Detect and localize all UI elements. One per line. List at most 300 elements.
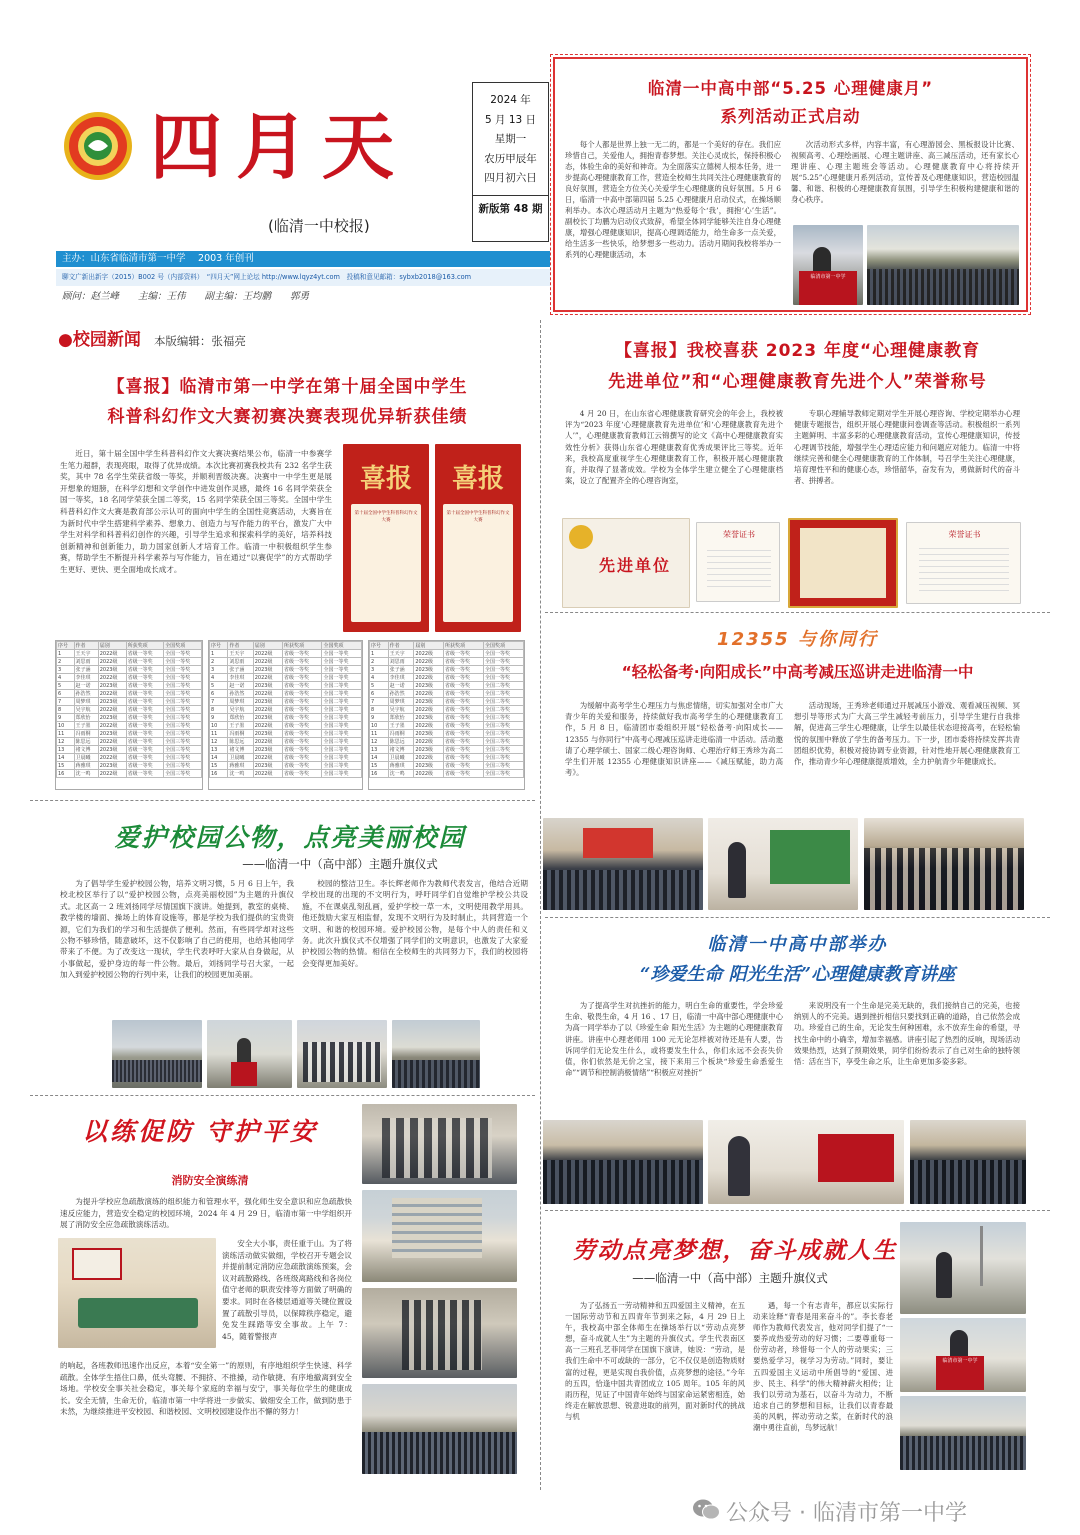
table-cell: 9 xyxy=(57,714,75,722)
table-cell: 省级一等奖 xyxy=(126,658,164,666)
divider xyxy=(545,612,1050,613)
table-row xyxy=(370,714,524,722)
table-cell: 赵一诺 xyxy=(228,682,253,690)
table-cell: 省级一等奖 xyxy=(443,714,483,722)
table-cell: 省级一等奖 xyxy=(126,650,164,658)
table-cell: 2022级 xyxy=(253,650,282,658)
table-cell: 全国三等奖 xyxy=(483,738,523,746)
fire-subtitle: 消防安全演练清 xyxy=(171,1174,249,1187)
podium: 临清市第一中学 xyxy=(799,271,857,305)
table-cell: 6 xyxy=(370,690,389,698)
poster-subtitle: 第十届全国中学生科普科幻作文大赛 xyxy=(446,511,510,523)
table-cell: 1 xyxy=(57,650,75,658)
table-cell: 孙浩然 xyxy=(388,690,414,698)
table-cell: 6 xyxy=(210,690,228,698)
table-row xyxy=(57,682,202,690)
table-cell: 王子墨 xyxy=(74,722,98,730)
protect-title: 爱护校园公物，点亮美丽校园 xyxy=(114,823,466,852)
table-header-cell: 序号 xyxy=(370,642,389,650)
poster-subtitle: 第十届全国中学生科普科幻作文大赛 xyxy=(354,511,418,523)
table-cell: 省级一等奖 xyxy=(282,682,322,690)
table-cell: 省级一等奖 xyxy=(126,746,164,754)
table-row xyxy=(370,722,524,730)
divider xyxy=(30,1095,535,1096)
table-cell: 8 xyxy=(57,706,75,714)
table-cell: 2022级 xyxy=(253,690,282,698)
auditorium-photo xyxy=(543,1120,703,1204)
certificate-2 xyxy=(788,518,898,608)
table-row xyxy=(57,762,202,770)
table-cell: 全国三等奖 xyxy=(164,762,202,770)
table-cell: 2023级 xyxy=(414,714,444,722)
table-cell: 全国二等奖 xyxy=(322,682,362,690)
fire-outro: 的响起，各班教师迅速作出反应，本着“安全第一”的原则，有序地组织学生快速、科学疏散。全体学生捂住口鼻，低头弯腰、不拥挤、不推搡，动作敏捷、有序地撤离到安全场地。学校安全事关社会稳定，事关每个家庭的幸福与安宁，事关每位学生的健康成长。安全无情，生命无价，临清市第一中学将进一步做实、做细安全工作，做到防患于未然，为继续推进平安校园、和谐校园、文明校园建设作出不懈的努力！ xyxy=(60,1361,352,1417)
table-header-cell: 所获奖项 xyxy=(443,642,483,650)
table-cell: 16 xyxy=(57,770,75,778)
ceremony-photo xyxy=(793,225,863,305)
table-row xyxy=(210,674,362,682)
date-line: 2024 年 xyxy=(490,94,531,106)
table-cell: 2022级 xyxy=(253,770,282,778)
table-cell: 省级一等奖 xyxy=(126,666,164,674)
table-cell: 14 xyxy=(370,754,389,762)
table-row xyxy=(210,706,362,714)
table-header-cell: 序号 xyxy=(57,642,75,650)
table-cell: 14 xyxy=(57,754,75,762)
table-cell: 全国三等奖 xyxy=(164,746,202,754)
table-cell: 省级一等奖 xyxy=(126,754,164,762)
table-cell: 全国三等奖 xyxy=(322,754,362,762)
table-cell: 2 xyxy=(370,658,389,666)
labor-col2: 遇，每一个有志青年，都应以实际行动来诠释“青春是用来奋斗的”。李长春老师作为教师代表发言，他对同学们提了“一要养成热爱劳动的好习惯；二要尊重每一份劳动者，珍惜每一个人的劳动果实；三要热爱学习，视学习为劳动。”同时，要让五四爱国主义运动中所倡导的“爱国、进步、民主、科学”的伟大精神薪火相传；让我们以劳动为基石，以奋斗为动力，不断追求自己的梦想和目标，让我们以青春最美的风帆，挥动劳动之桨，在新时代的浪潮中勇往直前，鸟梦远航！ xyxy=(753,1301,893,1433)
host-line: 主办：山东省临清市第一中学 2003 年创刊 xyxy=(56,251,550,267)
scifi-title: 【喜报】临清市第一中学在第十届全国中学生 xyxy=(107,377,468,397)
watermark-text: 公众号 · 临清市第一中学 xyxy=(726,1501,967,1526)
table-cell: 郑欣怡 xyxy=(388,714,414,722)
award-table-1 xyxy=(55,640,203,790)
table-cell: 2022级 xyxy=(98,658,126,666)
table-cell: 2023级 xyxy=(98,666,126,674)
table-cell: 卫晨曦 xyxy=(228,754,253,762)
license-line: 聊文广新出新字（2015）B002 号（内部资料） “四月天”网上论坛 http://www.lqyz4yt.com 投稿和意见邮箱：sybxb2018@163.com xyxy=(56,269,550,286)
labor-students-photo xyxy=(900,1396,1026,1470)
table-cell: 全国一等奖 xyxy=(164,666,202,674)
table-row xyxy=(370,762,524,770)
table-cell: 陈思远 xyxy=(388,738,414,746)
labor-ceremony-photo xyxy=(900,1222,1026,1314)
table-header-cell: 作者 xyxy=(388,642,414,650)
table-cell: 2 xyxy=(57,658,75,666)
table-cell: 2022级 xyxy=(414,722,444,730)
table-cell: 3 xyxy=(370,666,389,674)
table-row xyxy=(370,674,524,682)
table-cell: 8 xyxy=(370,706,389,714)
table-cell: 2022级 xyxy=(253,738,282,746)
table-cell: 全国二等奖 xyxy=(164,682,202,690)
date-line: 星期一 xyxy=(494,133,527,145)
table-cell: 赵一诺 xyxy=(74,682,98,690)
table-cell: 省级一等奖 xyxy=(282,730,322,738)
table-cell: 全国三等奖 xyxy=(322,730,362,738)
table-cell: 全国一等奖 xyxy=(164,658,202,666)
issue-number: 新版第 48 期 xyxy=(473,195,548,220)
table-row xyxy=(57,746,202,754)
table-cell: 李佳琪 xyxy=(228,674,253,682)
lecture-title: “珍爱生命 阳光生活”心理健康教育讲座 xyxy=(640,964,955,985)
table-cell: 刘思雨 xyxy=(74,658,98,666)
lecture-col1: 为了提高学生对抗挫折的能力，明白生命的重要性，学会珍爱生命、敬畏生命，4 月 16 、17 日，临清一中高中部心理健康中心为高一同学举办了以《珍爱生命 阳光生活》为主题的心理健康教育讲座。讲座中心理老师用 100 元无论怎样被对待还是有人要，告诉同学们无论发生什么，或将要发生什么，你们永远不会丧失价值，你们依然是无价之宝，接下来用三个板块“珍爱生命悉爱生命”“调节和控制消极情绪”“积极应对挫折” xyxy=(565,1001,783,1078)
table-cell: 褚文博 xyxy=(228,746,253,754)
table-header-row xyxy=(370,642,524,650)
table-cell: 省级一等奖 xyxy=(282,650,322,658)
table-row xyxy=(57,698,202,706)
table-row xyxy=(210,666,362,674)
table-row xyxy=(370,650,524,658)
table-cell: 全国三等奖 xyxy=(483,722,523,730)
table-cell: 11 xyxy=(210,730,228,738)
table-cell: 褚文博 xyxy=(388,746,414,754)
table-cell: 全国三等奖 xyxy=(164,770,202,778)
table-cell: 全国二等奖 xyxy=(164,690,202,698)
table-cell: 1 xyxy=(210,650,228,658)
table-cell: 2023级 xyxy=(253,698,282,706)
12355-col2: 活动现场，王秀珍老师通过开展减压小游戏、观看减压视频、冥想引导等形式为广大高三学生减轻考前压力，引导学生建行自我排解，促进高三学生心理健康，让学生以最佳状态迎接高考，在轻松愉悦的氛围中释放了学生的备考压力。下一步，团市委将持续发挥共青团组织优势，积极对接协调专业资源，针对性地开展心理健康教育工作，推动青少年心理健康提质增效，全力护航青少年健康成长。 xyxy=(794,701,1020,767)
table-row xyxy=(370,754,524,762)
table-cell: 2023级 xyxy=(414,746,444,754)
table-cell: 2023级 xyxy=(253,730,282,738)
table-cell: 全国三等奖 xyxy=(322,722,362,730)
certificate-text: 荣誉证书 xyxy=(723,530,755,539)
table-cell: 2022级 xyxy=(414,690,444,698)
fire-col-right: 安全大小事，责任重于山。为了将演练活动做实做细，学校召开专题会议并提前制定消防应急疏散演练预案，会议对疏散路线、各班级离路线和各岗位值守老师的职责安排等方面做了明确的要求。同时在各楼层通道等关键位置设置了疏散引导员，以保障秩序稳定，避免发生踩踏等安全事故。上午 7：45，随着警报声 xyxy=(222,1239,352,1341)
table-cell: 王天宇 xyxy=(388,650,414,658)
table-cell: 褚文博 xyxy=(74,746,98,754)
table-cell: 13 xyxy=(210,746,228,754)
award-title: 【喜报】我校喜获 2023 年度“心理健康教育 xyxy=(614,341,981,361)
table-cell: 13 xyxy=(57,746,75,754)
table-row xyxy=(57,738,202,746)
table-cell: 3 xyxy=(57,666,75,674)
lecturer-photo xyxy=(708,1120,904,1204)
scifi-text: 近日，第十届全国中学生科普科幻作文大赛决赛结果公布，临清一中参赛学生笔力超群，表现亮眼，取得了优异成绩。本次比赛初赛我校共有 232 名学生获奖，其中 78 名学生荣获省级一等奖，并顺利晋级决赛。决赛中一中学生更是展开想象的翅膀，在科学幻想和文学创作中进发创作灵感，最终 16 名同学荣获全国一等奖，18 名同学荣获全国二等奖，15 名同学荣获全国三等奖。全国中学生科普科幻作文大赛是教育部公示认可的面向中学生的全国性竞赛活动，大赛旨在为新时代中学生搭建科学素养、想象力、创造力与写作能力的平台，激发广大中学生对科学和科普科幻创作的兴趣，引导学生追求和探索科学的美好，培养科技创新精神和创新能力，助力国家创新人才培育工作。临清一中积极组织学生参赛，帮助学生不断提升科学素养与写作能力，旨在通过“以赛促学”的方式帮助学生更好、更快、更全面地成长成才。 xyxy=(60,449,332,574)
table-cell: 2022级 xyxy=(98,650,126,658)
stairwell-photo-1 xyxy=(362,1104,517,1184)
table-cell: 全国三等奖 xyxy=(164,754,202,762)
table-cell: 全国二等奖 xyxy=(483,682,523,690)
table-cell: 全国一等奖 xyxy=(322,666,362,674)
table-cell: 2022级 xyxy=(98,754,126,762)
table-cell: 省级一等奖 xyxy=(126,714,164,722)
table-row xyxy=(370,666,524,674)
table-cell: 省级一等奖 xyxy=(282,738,322,746)
table-cell: 2023级 xyxy=(253,762,282,770)
protect-subtitle: ——临清一中（高中部）主题升旗仪式 xyxy=(242,857,438,871)
table-row xyxy=(57,722,202,730)
table-cell: 4 xyxy=(210,674,228,682)
table-cell: 2022级 xyxy=(98,722,126,730)
table-cell: 2022级 xyxy=(98,738,126,746)
podium: 临清市第一中学 xyxy=(936,1356,984,1390)
table-row xyxy=(57,714,202,722)
table-cell: 2023级 xyxy=(98,698,126,706)
building-photo xyxy=(362,1190,517,1282)
table-cell: 全国三等奖 xyxy=(322,738,362,746)
table-cell: 12 xyxy=(210,738,228,746)
labor-title: 劳动点亮梦想，奋斗成就人生 xyxy=(572,1237,898,1264)
table-cell: 2023级 xyxy=(414,682,444,690)
table-row xyxy=(370,698,524,706)
table-cell: 2023级 xyxy=(98,714,126,722)
table-cell: 2022级 xyxy=(414,738,444,746)
table-cell: 王天宇 xyxy=(228,650,253,658)
certificate-plaque xyxy=(562,518,690,608)
table-cell: 2022级 xyxy=(414,674,444,682)
table-cell: 16 xyxy=(210,770,228,778)
crowd-photo xyxy=(392,1020,480,1088)
table-cell: 全国一等奖 xyxy=(322,650,362,658)
table-cell: 全国三等奖 xyxy=(483,746,523,754)
table-row xyxy=(210,722,362,730)
table-cell: 省级一等奖 xyxy=(443,762,483,770)
table-cell: 2022级 xyxy=(253,658,282,666)
table-cell: 全国三等奖 xyxy=(322,746,362,754)
table-cell: 5 xyxy=(210,682,228,690)
table-cell: 全国二等奖 xyxy=(483,706,523,714)
masthead-info-bar xyxy=(56,251,550,315)
table-cell: 省级一等奖 xyxy=(282,674,322,682)
table-cell: 2023级 xyxy=(98,730,126,738)
table-cell: 全国三等奖 xyxy=(483,714,523,722)
table-cell: 全国二等奖 xyxy=(322,698,362,706)
students-audience-photo xyxy=(864,818,1024,910)
table-cell: 2022级 xyxy=(253,722,282,730)
table-cell: 吴宇航 xyxy=(388,706,414,714)
table-cell: 2022级 xyxy=(98,674,126,682)
labor-col1: 为了弘扬五一劳动精神和五四爱国主义精神，在五一国际劳动节和五四青年节到来之际，4 月 29 日上午，我校高中部全体师生在操场举行以“劳动点亮梦想，奋斗成就人生”为主题的升旗仪式。学生代表南区高一三班孔艺菲同学在国旗下演讲，她说：“劳动，是我们生命中不可或缺的一部分，它不仅仅是创造物质财富的过程，更是实现自我价值，点亮梦想的途径。”今年的五四，恰逢中国共青团成立 105 周年。105 年的风雨历程，见证了中国青年始终与国家命运紧密相连，始终走在解放思想、锐意进取的前列，面对新时代的挑战与机 xyxy=(565,1301,745,1421)
evacuation-photo xyxy=(362,1384,517,1474)
table-cell: 蒋雅琪 xyxy=(74,762,98,770)
table-cell: 卫晨曦 xyxy=(74,754,98,762)
table-cell: 13 xyxy=(370,746,389,754)
table-header-cell: 所获奖项 xyxy=(282,642,322,650)
table-cell: 省级一等奖 xyxy=(443,666,483,674)
fire-title: 以练促防 守护平安 xyxy=(82,1117,318,1146)
table-cell: 省级一等奖 xyxy=(443,698,483,706)
table-cell: 7 xyxy=(210,698,228,706)
date-line: 5 月 13 日 xyxy=(484,113,537,126)
table-cell: 7 xyxy=(57,698,75,706)
table-cell: 省级一等奖 xyxy=(443,690,483,698)
table-cell: 省级一等奖 xyxy=(443,746,483,754)
table-cell: 冯雨桐 xyxy=(388,730,414,738)
table-cell: 冯雨桐 xyxy=(74,730,98,738)
speech-photo xyxy=(207,1020,292,1088)
table-row xyxy=(210,698,362,706)
table-cell: 10 xyxy=(210,722,228,730)
table-cell: 11 xyxy=(57,730,75,738)
table-cell: 10 xyxy=(57,722,75,730)
poster-title: 喜报 xyxy=(451,464,504,494)
table-cell: 全国二等奖 xyxy=(164,706,202,714)
assembly-photo xyxy=(867,225,1019,305)
table-row xyxy=(370,682,524,690)
table-row xyxy=(370,770,524,778)
table-cell: 全国三等奖 xyxy=(164,738,202,746)
labor-podium-photo xyxy=(900,1318,1026,1392)
table-row xyxy=(210,762,362,770)
table-cell: 沈一鸣 xyxy=(228,770,253,778)
table-header-cell: 作者 xyxy=(228,642,253,650)
table-cell: 2023级 xyxy=(414,762,444,770)
table-cell: 3 xyxy=(210,666,228,674)
table-cell: 2023级 xyxy=(98,746,126,754)
masthead-title: 四月天 xyxy=(150,104,409,189)
scifi-poster-2 xyxy=(435,444,521,632)
table-row xyxy=(370,706,524,714)
fire-intro: 为提升学校应急疏散演练的组织能力和管理水平，强化师生安全意识和应急疏散快速反应能力，营造安全稳定的校园环境，2024 年 4 月 29 日，临清市第一中学组织开展了消防安全应急疏散演练活动。 xyxy=(60,1197,352,1230)
table-cell: 全国三等奖 xyxy=(164,730,202,738)
table-cell: 2023级 xyxy=(253,714,282,722)
table-cell: 省级一等奖 xyxy=(443,706,483,714)
school-logo xyxy=(62,110,134,182)
stairwell-photo-2 xyxy=(362,1288,517,1378)
table-cell: 省级一等奖 xyxy=(443,730,483,738)
scifi-poster xyxy=(343,444,429,632)
table-cell: 蒋雅琪 xyxy=(388,762,414,770)
speaker-photo xyxy=(708,818,858,910)
article-title: 临清一中高中部“5.25 心理健康月” xyxy=(647,79,934,98)
table-row xyxy=(210,650,362,658)
table-cell: 张子涵 xyxy=(228,666,253,674)
table-cell: 2022级 xyxy=(98,706,126,714)
table-header-cell: 作者 xyxy=(74,642,98,650)
table-cell: 15 xyxy=(370,762,389,770)
table-cell: 周梦琪 xyxy=(228,698,253,706)
table-cell: 全国三等奖 xyxy=(483,730,523,738)
scifi-title-line2: 科普科幻作文大赛初赛决赛表现优异斩获佳绩 xyxy=(107,407,468,427)
table-cell: 2023级 xyxy=(253,682,282,690)
award-col1: 4 月 20 日，在山东省心理健康教育研究会的年会上，我校被评为“2023 年度‘心理健康教育先进单位’和‘心理健康教育先进个人’”，心理健康教育教师江云锦撰写的论文《高中心理健康教育实效性分析》获得山东省心理健康教育优秀成果评比三等奖。近年来，我校高度重视学生心理健康教育工作，积极开展心理健康教育，并取得了显著成效。学校为全体学生建立健全了心理健康档案，设立了配置齐全的心理咨询室， xyxy=(565,409,783,486)
section-editor: 本版编辑：张福亮 xyxy=(153,334,246,348)
table-cell: 省级一等奖 xyxy=(443,738,483,746)
table-cell: 全国三等奖 xyxy=(483,762,523,770)
table-cell: 省级一等奖 xyxy=(443,650,483,658)
table-cell: 省级一等奖 xyxy=(443,770,483,778)
table-header-cell: 届别 xyxy=(98,642,126,650)
table-cell: 全国一等奖 xyxy=(483,650,523,658)
table-cell: 2023级 xyxy=(414,698,444,706)
table-cell: 孙浩然 xyxy=(228,690,253,698)
table-row xyxy=(370,658,524,666)
date-box xyxy=(472,82,549,242)
table-cell: 12 xyxy=(57,738,75,746)
labor-subtitle: ——临清一中（高中部）主题升旗仪式 xyxy=(632,1271,828,1285)
table-cell: 2022级 xyxy=(253,706,282,714)
table-cell: 全国一等奖 xyxy=(164,650,202,658)
table-row xyxy=(210,682,362,690)
table-cell: 沈一鸣 xyxy=(74,770,98,778)
certificate-3 xyxy=(906,522,1021,604)
section-header xyxy=(58,325,538,349)
table-cell: 省级一等奖 xyxy=(282,698,322,706)
table-cell: 全国一等奖 xyxy=(483,666,523,674)
divider xyxy=(545,1210,1050,1211)
wechat-icon xyxy=(692,1498,720,1522)
table-row xyxy=(210,690,362,698)
flag-ceremony-photo xyxy=(112,1020,202,1088)
article-title-line2: 系列活动正式启动 xyxy=(720,107,861,126)
table-row xyxy=(210,714,362,722)
table-cell: 省级一等奖 xyxy=(282,722,322,730)
table-row xyxy=(57,754,202,762)
table-cell: 12 xyxy=(370,738,389,746)
table-cell: 郑欣怡 xyxy=(74,714,98,722)
table-row xyxy=(210,738,362,746)
table-cell: 省级一等奖 xyxy=(282,770,322,778)
section-title: ●校园新闻 xyxy=(58,330,141,350)
award-title-line2: 先进单位”和“心理健康教育先进个人”荣誉称号 xyxy=(608,372,987,392)
table-cell: 省级一等奖 xyxy=(443,682,483,690)
table-cell: 全国一等奖 xyxy=(322,658,362,666)
table-cell: 卫晨曦 xyxy=(388,754,414,762)
table-cell: 2022级 xyxy=(414,706,444,714)
table-row xyxy=(57,730,202,738)
poster-title: 喜报 xyxy=(359,464,412,494)
lecture-kicker: 临清一中高中部举办 xyxy=(707,934,888,955)
table-cell: 全国三等奖 xyxy=(164,714,202,722)
table-cell: 2022级 xyxy=(414,650,444,658)
table-cell: 15 xyxy=(210,762,228,770)
table-cell: 全国一等奖 xyxy=(322,674,362,682)
date-line: 四月初六日 xyxy=(484,172,537,184)
table-cell: 2022级 xyxy=(253,674,282,682)
divider xyxy=(30,800,535,801)
table-row xyxy=(210,770,362,778)
table-cell: 刘思雨 xyxy=(228,658,253,666)
table-cell: 2022级 xyxy=(253,754,282,762)
table-row xyxy=(210,730,362,738)
table-header-cell: 全国奖项 xyxy=(164,642,202,650)
table-row xyxy=(370,746,524,754)
table-cell: 全国二等奖 xyxy=(483,690,523,698)
table-cell: 赵一诺 xyxy=(388,682,414,690)
table-cell: 省级一等奖 xyxy=(282,706,322,714)
table-cell: 2022级 xyxy=(98,690,126,698)
table-header-cell: 届别 xyxy=(253,642,282,650)
table-cell: 4 xyxy=(57,674,75,682)
table-cell: 王子墨 xyxy=(388,722,414,730)
table-row xyxy=(57,650,202,658)
table-cell: 全国三等奖 xyxy=(164,722,202,730)
table-cell: 省级一等奖 xyxy=(126,722,164,730)
table-cell: 省级一等奖 xyxy=(282,690,322,698)
table-cell: 省级一等奖 xyxy=(443,722,483,730)
table-cell: 省级一等奖 xyxy=(282,666,322,674)
table-row xyxy=(57,674,202,682)
table-cell: 2022级 xyxy=(414,770,444,778)
table-cell: 省级一等奖 xyxy=(282,746,322,754)
table-cell: 1 xyxy=(370,650,389,658)
table-cell: 2023级 xyxy=(414,730,444,738)
table-cell: 张子涵 xyxy=(388,666,414,674)
auditorium-photo-2 xyxy=(910,1120,1026,1204)
table-cell: 郑欣怡 xyxy=(228,714,253,722)
table-row xyxy=(370,690,524,698)
table-cell: 2023级 xyxy=(98,762,126,770)
table-cell: 5 xyxy=(370,682,389,690)
table-header-cell: 全国奖项 xyxy=(483,642,523,650)
table-cell: 蒋雅琪 xyxy=(228,762,253,770)
